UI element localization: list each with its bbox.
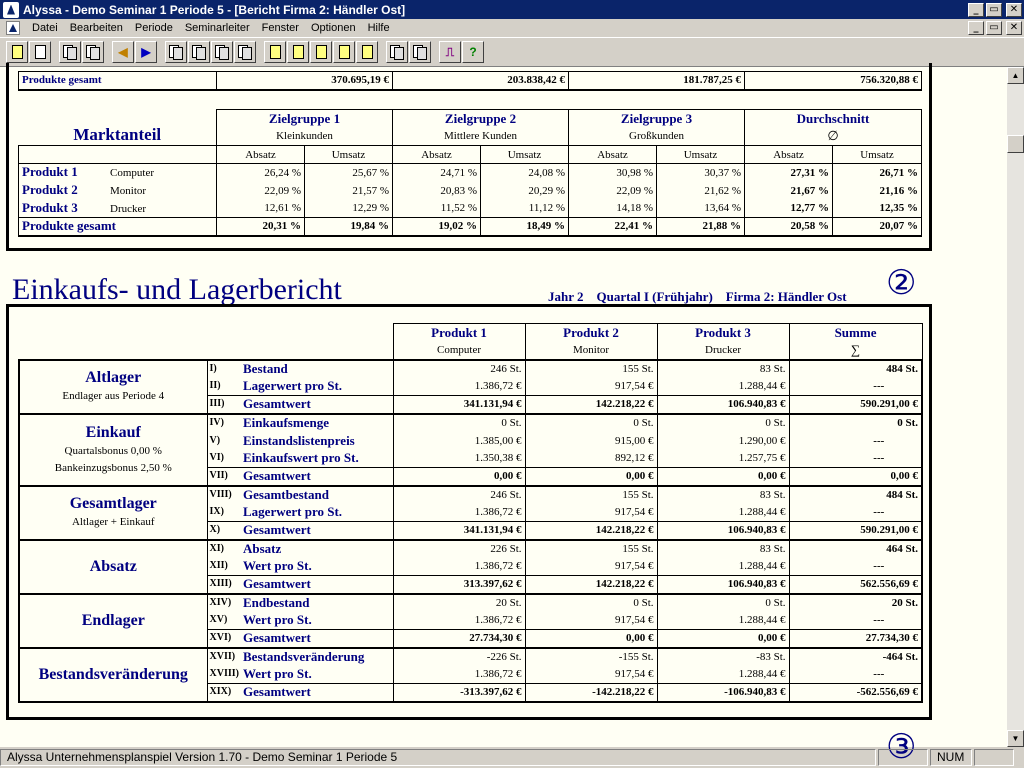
inventory-group [19, 648, 207, 702]
row-label: Wert pro St. [243, 558, 312, 574]
sum-symbol: ∑ [789, 342, 922, 360]
inventory-value: 0,00 € [525, 630, 657, 648]
row-number: XVIII) [209, 668, 239, 680]
new-report-button[interactable] [6, 41, 28, 63]
inventory-value: 142.218,22 € [525, 522, 657, 540]
inventory-value: 917,54 € [525, 612, 657, 630]
previous-total-value: 181.787,25 € [569, 72, 745, 90]
printer-icon [63, 45, 77, 60]
inventory-sum-value: 0 St. [789, 414, 922, 432]
print-button[interactable] [59, 41, 81, 63]
market-share-value: 12,77 % [745, 200, 833, 218]
copy-icon [390, 45, 404, 60]
inventory-value: -83 St. [657, 648, 789, 666]
inventory-value: 83 St. [657, 540, 789, 558]
market-total-value: 20,07 % [833, 218, 922, 236]
inventory-value: 155 St. [525, 540, 657, 558]
market-share-table [18, 109, 922, 237]
pages-icon [215, 45, 229, 60]
edit-1-button[interactable] [264, 41, 286, 63]
market-share-value: 13,64 % [657, 200, 745, 218]
inventory-value: 142.218,22 € [525, 576, 657, 594]
inventory-value: 246 St. [393, 360, 525, 378]
row-number: IX) [209, 506, 224, 518]
row-label: Gesamtwert [243, 522, 311, 538]
product-name: Produkt 1 [22, 164, 78, 180]
inventory-sum-value: -562.556,69 € [789, 684, 922, 702]
paste-icon [413, 45, 427, 60]
pages-icon [192, 45, 206, 60]
inventory-value: 1.350,38 € [393, 450, 525, 468]
help-button[interactable]: ? [462, 41, 484, 63]
folder-icon [35, 45, 46, 59]
inventory-sum-value: --- [789, 450, 922, 468]
status-caps [878, 749, 928, 766]
inventory-row [19, 414, 922, 432]
inventory-row [19, 486, 922, 504]
market-share-value: 12,35 % [833, 200, 922, 218]
umsatz-col-label: Umsatz [305, 146, 393, 164]
market-share-value: 14,18 % [569, 200, 657, 218]
previous-total-label: Produkte gesamt [19, 72, 217, 90]
inventory-value: 106.940,83 € [657, 396, 789, 414]
inventory-value: 0 St. [393, 414, 525, 432]
row-label: Gesamtwert [243, 468, 311, 484]
menu-bearbeiten[interactable]: Bearbeiten [69, 22, 123, 34]
absatz-col-label: Absatz [217, 146, 305, 164]
target-group-sub: Mittlere Kunden [393, 128, 569, 146]
inventory-group-note: Endlager aus Periode 4 [62, 390, 165, 402]
market-share-value: 11,52 % [393, 200, 481, 218]
row-number: VII) [209, 470, 228, 482]
menu-hilfe[interactable]: Hilfe [367, 22, 390, 34]
market-share-title: Marktanteil [73, 125, 162, 144]
market-total-label: Produkte gesamt [19, 218, 217, 236]
menu-bar [0, 19, 1024, 37]
edit-document-icon [362, 45, 373, 59]
market-total-value: 21,88 % [657, 218, 745, 236]
market-share-value: 12,29 % [305, 200, 393, 218]
inventory-value: -155 St. [525, 648, 657, 666]
app-icon[interactable] [3, 2, 19, 18]
inventory-group-note: Quartalsbonus 0,00 % [64, 444, 162, 457]
product-sub: Drucker [657, 342, 789, 360]
row-label: Gesamtwert [243, 684, 311, 700]
status-scroll [974, 749, 1014, 766]
inventory-group [19, 360, 207, 414]
inventory-value: 1.386,72 € [393, 666, 525, 684]
product-category: Monitor [110, 185, 147, 197]
inventory-sum-value: --- [789, 504, 922, 522]
paste-button[interactable] [409, 41, 431, 63]
row-label: Gesamtwert [243, 576, 311, 592]
inventory-group [19, 594, 207, 648]
product-category: Computer [110, 167, 154, 180]
inventory-value: 1.386,72 € [393, 378, 525, 396]
status-bar [0, 747, 1024, 768]
market-share-row [19, 200, 922, 218]
inventory-sum-value: 590.291,00 € [789, 396, 922, 414]
open-folder-button[interactable] [29, 41, 51, 63]
market-total-value: 22,41 % [569, 218, 657, 236]
row-label: Einkaufsmenge [243, 415, 329, 430]
inventory-value: 106.940,83 € [657, 522, 789, 540]
row-label: Gesamtwert [243, 630, 311, 646]
inventory-sum-value: -464 St. [789, 648, 922, 666]
row-number: XI) [209, 543, 224, 554]
inventory-value: 142.218,22 € [525, 396, 657, 414]
product-header: Produkt 3 [657, 324, 789, 342]
window-title: Alyssa - Demo Seminar 1 Periode 5 - [Bericht Firma 2: Händler Ost] [23, 2, 406, 17]
inventory-value: 246 St. [393, 486, 525, 504]
inventory-sum-value: --- [789, 558, 922, 576]
inventory-group-title: Altlager [85, 369, 142, 386]
edit-document-icon [270, 45, 281, 59]
product-category: Drucker [110, 202, 147, 215]
inventory-value: 1.386,72 € [393, 558, 525, 576]
inventory-sum-value: 0,00 € [789, 468, 922, 486]
market-share-value: 24,71 % [393, 164, 481, 182]
exit-button[interactable]: ⎍ [439, 41, 461, 63]
row-number: XIV) [209, 597, 232, 608]
market-share-row [19, 164, 922, 182]
menu-fenster[interactable]: Fenster [261, 22, 299, 34]
inventory-value: 20 St. [393, 594, 525, 612]
inventory-value: 1.385,00 € [393, 432, 525, 450]
report-number-badge: ② [886, 265, 917, 302]
product-sub: Monitor [525, 342, 657, 360]
inventory-value: -313.397,62 € [393, 684, 525, 702]
market-share-value: 26,71 % [833, 164, 922, 182]
market-total-value: 19,84 % [305, 218, 393, 236]
inventory-sum-value: --- [789, 378, 922, 396]
close-button[interactable]: ✕ [1006, 3, 1022, 17]
row-number: XII) [209, 560, 228, 572]
inventory-value: 0 St. [525, 414, 657, 432]
inventory-value: 1.288,44 € [657, 504, 789, 522]
report-year: Jahr 2 [548, 289, 584, 304]
target-group-sub: Kleinkunden [217, 128, 393, 146]
scroll-down-button[interactable]: ▼ [1007, 730, 1024, 747]
document-icon[interactable] [6, 21, 20, 35]
product-header: Produkt 2 [525, 324, 657, 342]
inventory-value: 0 St. [657, 414, 789, 432]
inventory-value: 313.397,62 € [393, 576, 525, 594]
market-share-value: 30,98 % [569, 164, 657, 182]
inventory-sum-value: --- [789, 432, 922, 450]
inventory-value: 0,00 € [393, 468, 525, 486]
row-number: XIII) [209, 578, 232, 590]
pages-icon [238, 45, 252, 60]
menu-periode[interactable]: Periode [134, 22, 173, 34]
menu-seminarleiter[interactable]: Seminarleiter [184, 22, 250, 34]
inventory-sum-value: 562.556,69 € [789, 576, 922, 594]
menu-datei[interactable]: Datei [32, 22, 58, 34]
average-symbol: ∅ [745, 128, 922, 146]
row-number: II) [209, 380, 221, 392]
inventory-value: 106.940,83 € [657, 576, 789, 594]
doc-close-button[interactable]: ✕ [1006, 21, 1022, 35]
previous-total-table [18, 71, 922, 91]
row-label: Endbestand [243, 595, 310, 610]
market-share-value: 21,16 % [833, 182, 922, 200]
umsatz-col-label: Umsatz [657, 146, 745, 164]
absatz-col-label: Absatz [393, 146, 481, 164]
scroll-thumb[interactable] [1007, 135, 1024, 153]
inventory-value: 341.131,94 € [393, 396, 525, 414]
doc-minimize-button[interactable]: _ [968, 21, 984, 35]
row-number: VI) [209, 452, 224, 464]
row-number: XIX) [209, 686, 232, 698]
inventory-value: 0,00 € [657, 468, 789, 486]
doc-restore-button[interactable]: ▭ [986, 21, 1002, 35]
market-share-value: 26,24 % [217, 164, 305, 182]
inventory-group-title: Einkauf [85, 423, 141, 441]
target-group-sub: Großkunden [569, 128, 745, 146]
market-total-value: 19,02 % [393, 218, 481, 236]
row-label: Bestand [243, 361, 288, 376]
inventory-group [19, 540, 207, 594]
row-label: Lagerwert pro St. [243, 504, 343, 520]
inventory-group-note: Bankeinzugsbonus 2,50 % [54, 461, 172, 474]
status-text: Alyssa Unternehmensplanspiel Version 1.70 - Demo Seminar 1 Periode 5 [0, 749, 876, 766]
inventory-value: 1.288,44 € [657, 666, 789, 684]
scroll-up-button[interactable]: ▲ [1007, 67, 1024, 84]
market-share-value: 11,12 % [481, 200, 569, 218]
title-bar [0, 0, 1024, 19]
edit-3-button[interactable] [310, 41, 332, 63]
row-label: Lagerwert pro St. [243, 378, 343, 394]
absatz-col-label: Absatz [569, 146, 657, 164]
market-total-value: 18,49 % [481, 218, 569, 236]
market-share-value: 20,83 % [393, 182, 481, 200]
inventory-group [19, 414, 207, 486]
row-number: IV) [209, 417, 224, 428]
market-share-value: 27,31 % [745, 164, 833, 182]
inventory-value: 917,54 € [525, 504, 657, 522]
inventory-sum-value: --- [789, 612, 922, 630]
market-share-value: 21,62 % [657, 182, 745, 200]
pages-icon [169, 45, 183, 60]
row-number: XVI) [209, 632, 232, 644]
inventory-value: 892,12 € [525, 450, 657, 468]
inventory-value: 0 St. [657, 594, 789, 612]
maximize-button[interactable]: ▭ [986, 3, 1002, 17]
product-name: Produkt 2 [22, 182, 78, 197]
row-number: XVII) [209, 651, 236, 662]
sum-header: Summe [789, 324, 922, 342]
inventory-group-note: Altlager + Einkauf [71, 516, 155, 528]
inventory-value: 1.288,44 € [657, 378, 789, 396]
inventory-group-title: Absatz [89, 557, 137, 575]
target-group-header: Zielgruppe 2 [393, 110, 569, 128]
row-label: Absatz [243, 541, 282, 556]
product-sub: Computer [393, 342, 525, 360]
market-share-value: 24,08 % [481, 164, 569, 182]
inventory-value: 1.290,00 € [657, 432, 789, 450]
row-label: Bestandsveränderung [243, 649, 365, 664]
inventory-value: 155 St. [525, 360, 657, 378]
inventory-value: 83 St. [657, 486, 789, 504]
inventory-value: 27.734,30 € [393, 630, 525, 648]
inventory-value: 917,54 € [525, 666, 657, 684]
previous-total-value: 370.695,19 € [217, 72, 393, 90]
average-header: Durchschnitt [745, 110, 922, 128]
previous-total-value: 756.320,88 € [745, 72, 922, 90]
inventory-value: 0,00 € [525, 468, 657, 486]
market-share-value: 25,67 % [305, 164, 393, 182]
market-share-value: 22,09 % [569, 182, 657, 200]
row-number: VIII) [209, 489, 232, 500]
market-total-value: 20,31 % [217, 218, 305, 236]
edit-document-icon [316, 45, 327, 59]
minimize-button[interactable]: _ [968, 3, 984, 17]
inventory-value: 917,54 € [525, 558, 657, 576]
print-setup-button[interactable] [82, 41, 104, 63]
inventory-sum-value: --- [789, 666, 922, 684]
row-number: XV) [209, 614, 228, 626]
new-document-icon [12, 45, 23, 59]
market-share-value: 22,09 % [217, 182, 305, 200]
row-number: I) [209, 363, 217, 374]
inventory-report-title: Einkaufs- und Lagerbericht [12, 273, 342, 306]
product-header: Produkt 1 [393, 324, 525, 342]
vertical-scrollbar[interactable] [1007, 67, 1024, 747]
report-1-button[interactable] [165, 41, 187, 63]
inventory-value: 226 St. [393, 540, 525, 558]
edit-2-button[interactable] [287, 41, 309, 63]
inventory-value: -106.940,83 € [657, 684, 789, 702]
inventory-row [19, 360, 922, 378]
inventory-value: 83 St. [657, 360, 789, 378]
report-2-button[interactable] [188, 41, 210, 63]
inventory-value: 917,54 € [525, 378, 657, 396]
inventory-table [18, 323, 923, 703]
inventory-value: 1.288,44 € [657, 558, 789, 576]
inventory-value: 915,00 € [525, 432, 657, 450]
row-label: Wert pro St. [243, 666, 312, 682]
edit-4-button[interactable] [333, 41, 355, 63]
report-quarter: Quartal I (Frühjahr) [596, 289, 713, 304]
inventory-sum-value: 464 St. [789, 540, 922, 558]
target-group-header: Zielgruppe 1 [217, 110, 393, 128]
copy-button[interactable] [386, 41, 408, 63]
previous-total-value: 203.838,42 € [393, 72, 569, 90]
inventory-row [19, 594, 922, 612]
inventory-sum-value: 484 St. [789, 486, 922, 504]
inventory-sum-value: 20 St. [789, 594, 922, 612]
inventory-group [19, 486, 207, 540]
menu-optionen[interactable]: Optionen [310, 22, 356, 34]
market-total-value: 20,58 % [745, 218, 833, 236]
inventory-group-title: Bestandsveränderung [38, 665, 188, 683]
market-share-value: 20,29 % [481, 182, 569, 200]
row-label: Gesamtbestand [243, 487, 329, 502]
row-number: V) [209, 434, 221, 446]
inventory-row [19, 648, 922, 666]
inventory-value: -226 St. [393, 648, 525, 666]
inventory-group-title: Gesamtlager [69, 495, 157, 512]
market-share-value: 30,37 % [657, 164, 745, 182]
market-share-row [19, 182, 922, 200]
report-meta [548, 289, 847, 305]
inventory-value: 0,00 € [657, 630, 789, 648]
inventory-value: 155 St. [525, 486, 657, 504]
edit-document-icon [293, 45, 304, 59]
status-num: NUM [930, 749, 972, 766]
market-share-value: 12,61 % [217, 200, 305, 218]
inventory-value: 341.131,94 € [393, 522, 525, 540]
market-share-value: 21,67 % [745, 182, 833, 200]
inventory-sum-value: 590.291,00 € [789, 522, 922, 540]
inventory-value: 1.386,72 € [393, 504, 525, 522]
target-group-header: Zielgruppe 3 [569, 110, 745, 128]
report-company: Firma 2: Händler Ost [725, 289, 847, 304]
absatz-col-label: Absatz [745, 146, 833, 164]
market-share-value: 21,57 % [305, 182, 393, 200]
product-name: Produkt 3 [22, 199, 78, 215]
report-4-button[interactable] [234, 41, 256, 63]
report-3-button[interactable] [211, 41, 233, 63]
row-number: III) [209, 398, 225, 410]
edit-5-button[interactable] [356, 41, 378, 63]
row-label: Einstandslistenpreis [243, 432, 355, 448]
inventory-group-title: Endlager [81, 611, 145, 629]
row-label: Gesamtwert [243, 396, 311, 412]
inventory-row [19, 540, 922, 558]
inventory-value: 1.288,44 € [657, 612, 789, 630]
inventory-value: 1.386,72 € [393, 612, 525, 630]
inventory-value: 1.257,75 € [657, 450, 789, 468]
next-period-button[interactable]: ▶ [135, 41, 157, 63]
inventory-value: 0 St. [525, 594, 657, 612]
printer-setup-icon [86, 45, 100, 60]
previous-period-button[interactable]: ◀ [112, 41, 134, 63]
edit-document-icon [339, 45, 350, 59]
inventory-value: -142.218,22 € [525, 684, 657, 702]
row-label: Wert pro St. [243, 612, 312, 628]
inventory-sum-value: 27.734,30 € [789, 630, 922, 648]
inventory-sum-value: 484 St. [789, 360, 922, 378]
umsatz-col-label: Umsatz [833, 146, 922, 164]
umsatz-col-label: Umsatz [481, 146, 569, 164]
row-label: Einkaufswert pro St. [243, 450, 359, 466]
next-report-badge: ③ [886, 729, 917, 766]
row-number: X) [209, 524, 221, 536]
